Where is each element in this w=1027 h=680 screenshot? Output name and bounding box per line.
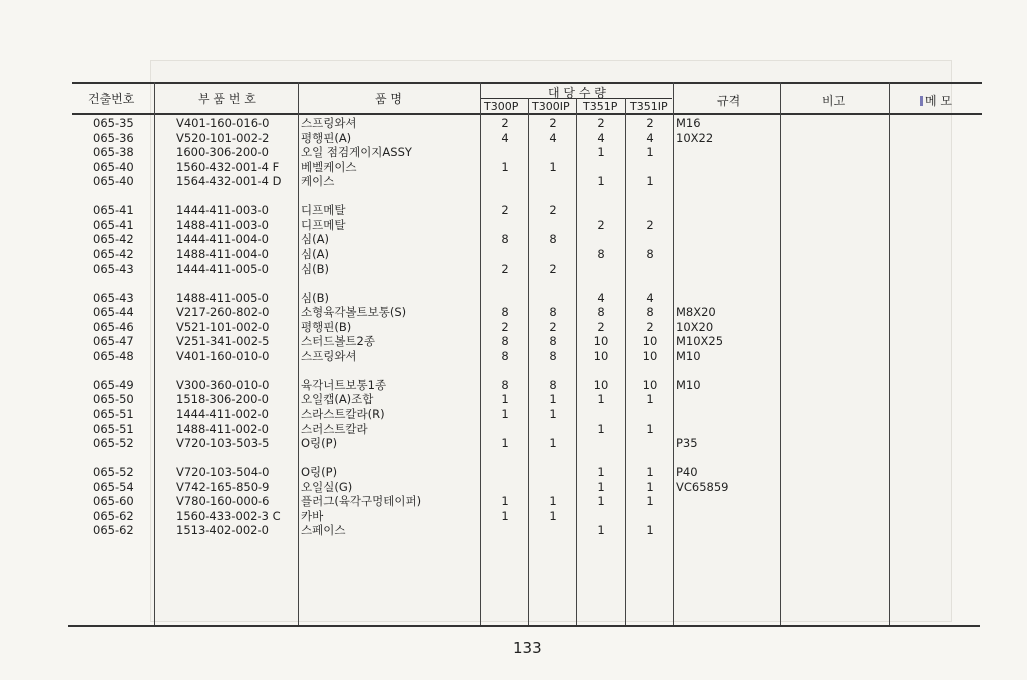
part-name: 베벨케이스	[301, 159, 357, 174]
table-bottom-rule	[68, 625, 980, 627]
qty-t300p: 8	[501, 377, 509, 392]
part-number: V401-160-016-0	[176, 116, 270, 130]
part-number: V401-160-010-0	[176, 348, 270, 363]
qty-t351p: 1	[597, 479, 605, 494]
qty-t351ip: 1	[646, 421, 654, 436]
part-name: 심(B)	[301, 290, 329, 305]
table-row	[0, 422, 1027, 437]
part-code: 065-44	[93, 305, 134, 320]
part-number: V720-103-503-5	[176, 436, 270, 451]
spec: M10X25	[676, 334, 724, 349]
qty-t351ip: 1	[646, 174, 654, 189]
header-memo-label: 메 모	[925, 94, 952, 108]
part-number: 1560-432-001-4 F	[176, 159, 280, 174]
qty-t300ip: 8	[549, 334, 557, 349]
qty-t300ip: 1	[549, 494, 557, 509]
qty-t300ip: 8	[549, 377, 557, 392]
table-row	[0, 145, 1027, 160]
qty-t351ip: 8	[646, 305, 654, 320]
part-name: 디프메탈	[301, 217, 346, 232]
qty-t351ip: 4	[646, 130, 654, 145]
table-row	[0, 160, 1027, 175]
qty-t300ip: 1	[549, 159, 557, 174]
part-number: 1444-411-004-0	[176, 232, 269, 247]
part-number: 1444-411-002-0	[176, 407, 269, 421]
qty-t351p: 4	[597, 130, 605, 145]
part-code: 065-35	[93, 116, 134, 130]
qty-t351ip: 2	[646, 116, 654, 130]
qty-t300p: 2	[501, 319, 509, 334]
part-code: 065-51	[93, 421, 134, 436]
part-number: V217-260-802-0	[176, 305, 270, 320]
part-number: V521-101-002-0	[176, 319, 270, 334]
part-number: V780-160-000-6	[176, 494, 270, 509]
qty-t351ip: 2	[646, 319, 654, 334]
qty-t300ip: 1	[549, 508, 557, 523]
part-code: 065-40	[93, 174, 134, 189]
table-row	[0, 349, 1027, 364]
table-row	[0, 320, 1027, 335]
qty-t300ip: 2	[549, 203, 557, 218]
part-code: 065-49	[93, 377, 134, 392]
part-name: 육각너트보통1종	[301, 377, 387, 392]
part-number: V742-165-850-9	[176, 479, 270, 494]
qty-t300ip: 1	[549, 436, 557, 451]
spec: 10X20	[676, 319, 714, 334]
table-top-rule	[72, 82, 982, 84]
part-number: 1488-411-003-0	[176, 217, 269, 232]
table-row	[0, 523, 1027, 538]
part-name: 스러스트칼라	[301, 421, 368, 436]
table-row	[0, 174, 1027, 189]
part-name: 평행핀(A)	[301, 130, 352, 145]
part-name: O링(P)	[301, 436, 338, 451]
part-number: 1488-411-002-0	[176, 421, 269, 436]
part-code: 065-52	[93, 436, 134, 451]
qty-t351p: 1	[597, 174, 605, 189]
qty-t300p: 8	[501, 305, 509, 320]
part-name: 케이스	[301, 174, 335, 189]
part-name: 카바	[301, 508, 324, 523]
header-model-3: T351P	[583, 100, 618, 113]
table-row	[0, 378, 1027, 393]
table-row	[0, 509, 1027, 524]
qty-t300p: 1	[501, 508, 509, 523]
qty-t351ip: 10	[642, 377, 658, 392]
part-code: 065-41	[93, 203, 134, 218]
qty-t351ip: 8	[646, 246, 654, 261]
qty-t351p: 2	[597, 319, 605, 334]
qty-t351p: 1	[597, 465, 605, 480]
qty-t300ip: 2	[549, 319, 557, 334]
header-model-4: T351IP	[630, 100, 668, 113]
table-row	[0, 392, 1027, 407]
qty-t300p: 1	[501, 407, 509, 421]
qty-t351p: 2	[597, 116, 605, 130]
qty-t351p: 2	[597, 217, 605, 232]
spec: P35	[676, 436, 698, 451]
part-code: 065-38	[93, 145, 134, 160]
part-number: V520-101-002-2	[176, 130, 270, 145]
part-number: 1488-411-004-0	[176, 246, 269, 261]
qty-t351ip: 10	[642, 348, 658, 363]
part-code: 065-60	[93, 494, 134, 509]
table-row	[0, 218, 1027, 233]
memo-marker-icon	[920, 96, 923, 106]
part-code: 065-51	[93, 407, 134, 421]
qty-t300p: 8	[501, 334, 509, 349]
part-name: 스페이스	[301, 523, 346, 538]
spec: M16	[676, 116, 701, 130]
qty-t351ip: 1	[646, 145, 654, 160]
spec: M10	[676, 348, 701, 363]
qty-t351p: 8	[597, 305, 605, 320]
spec: P40	[676, 465, 698, 480]
part-code: 065-48	[93, 348, 134, 363]
table-row	[0, 291, 1027, 306]
spec: M10	[676, 377, 701, 392]
part-name: 심(A)	[301, 232, 329, 247]
table-row	[0, 232, 1027, 247]
part-code: 065-62	[93, 523, 134, 538]
table-row	[0, 262, 1027, 277]
qty-t351p: 10	[593, 377, 609, 392]
part-name: 심(A)	[301, 246, 329, 261]
part-name: 스프링와셔	[301, 348, 357, 363]
qty-t300p: 8	[501, 232, 509, 247]
header-model-1: T300P	[484, 100, 519, 113]
part-number: 1488-411-005-0	[176, 290, 269, 305]
part-code: 065-62	[93, 508, 134, 523]
part-number: 1444-411-005-0	[176, 261, 269, 276]
part-number: 1518-306-200-0	[176, 392, 269, 407]
header-note: 비고	[822, 94, 846, 108]
qty-t351p: 1	[597, 392, 605, 407]
qty-t351p: 4	[597, 290, 605, 305]
table-row	[0, 305, 1027, 320]
table-row	[0, 247, 1027, 262]
part-code: 065-52	[93, 465, 134, 480]
part-name: 플러그(육각구멍테이퍼)	[301, 494, 422, 509]
qty-t300ip: 1	[549, 407, 557, 421]
header-part-name: 품 명	[375, 92, 402, 106]
part-name: 스라스트칼라(R)	[301, 407, 385, 421]
part-name: 스터드볼트2종	[301, 334, 375, 349]
part-code: 065-43	[93, 261, 134, 276]
part-number: 1600-306-200-0	[176, 145, 269, 160]
part-name: 심(B)	[301, 261, 329, 276]
qty-t300p: 4	[501, 130, 509, 145]
part-code: 065-42	[93, 246, 134, 261]
table-row	[0, 407, 1027, 422]
header-model-2: T300IP	[532, 100, 570, 113]
table-row	[0, 494, 1027, 509]
part-code: 065-47	[93, 334, 134, 349]
spec: VC65859	[676, 479, 729, 494]
table-row	[0, 480, 1027, 495]
table-row	[0, 131, 1027, 146]
spec: 10X22	[676, 130, 714, 145]
qty-t351ip: 1	[646, 523, 654, 538]
qty-t300ip: 8	[549, 305, 557, 320]
qty-t351ip: 2	[646, 217, 654, 232]
header-part-number: 부 품 번 호	[198, 92, 256, 106]
qty-t351p: 10	[593, 334, 609, 349]
part-code: 065-40	[93, 159, 134, 174]
part-number: 1560-433-002-3 C	[176, 508, 281, 523]
qty-t351p: 1	[597, 523, 605, 538]
qty-t300p: 2	[501, 261, 509, 276]
qty-t300p: 1	[501, 494, 509, 509]
table-row	[0, 436, 1027, 451]
part-code: 065-46	[93, 319, 134, 334]
part-code: 065-41	[93, 217, 134, 232]
part-name: 소형육각볼트보통(S)	[301, 305, 407, 320]
qty-t351ip: 4	[646, 290, 654, 305]
part-code: 065-50	[93, 392, 134, 407]
qty-t300ip: 2	[549, 261, 557, 276]
header-quantity: 대 당 수 량	[548, 86, 606, 100]
table-row	[0, 334, 1027, 349]
part-code: 065-43	[93, 290, 134, 305]
qty-t351p: 8	[597, 246, 605, 261]
part-code: 065-54	[93, 479, 134, 494]
spec: M8X20	[676, 305, 716, 320]
part-number: 1564-432-001-4 D	[176, 174, 282, 189]
part-name: 평행핀(B)	[301, 319, 352, 334]
part-name: 디프메탈	[301, 203, 346, 218]
table-row	[0, 465, 1027, 480]
part-number: V251-341-002-5	[176, 334, 270, 349]
part-name: O링(P)	[301, 465, 338, 480]
header-bottom-rule	[72, 113, 982, 115]
qty-t300p: 8	[501, 348, 509, 363]
qty-t351ip: 1	[646, 479, 654, 494]
part-code: 065-42	[93, 232, 134, 247]
table-row	[0, 116, 1027, 131]
qty-t300p: 1	[501, 436, 509, 451]
qty-t300ip: 8	[549, 232, 557, 247]
header-spec: 규격	[717, 94, 741, 108]
qty-t300ip: 1	[549, 392, 557, 407]
qty-t351ip: 1	[646, 494, 654, 509]
qty-t300p: 1	[501, 392, 509, 407]
table-row	[0, 203, 1027, 218]
page-number: 133	[513, 639, 542, 657]
part-number: V720-103-504-0	[176, 465, 270, 480]
qty-t351p: 1	[597, 421, 605, 436]
qty-t300p: 1	[501, 159, 509, 174]
part-name: 스프링와셔	[301, 116, 357, 130]
part-code: 065-36	[93, 130, 134, 145]
qty-t300ip: 4	[549, 130, 557, 145]
part-number: 1513-402-002-0	[176, 523, 269, 538]
part-name: 오일캡(A)조합	[301, 392, 374, 407]
qty-t351ip: 1	[646, 465, 654, 480]
qty-t351p: 1	[597, 145, 605, 160]
part-number: V300-360-010-0	[176, 377, 270, 392]
header-memo	[920, 92, 952, 109]
part-name: 오일실(G)	[301, 479, 353, 494]
part-number: 1444-411-003-0	[176, 203, 269, 218]
header-code: 건출번호	[88, 92, 135, 106]
qty-t351p: 1	[597, 494, 605, 509]
qty-t300ip: 2	[549, 116, 557, 130]
part-name: 오일 점검게이지ASSY	[301, 145, 412, 160]
qty-t351p: 10	[593, 348, 609, 363]
qty-t300p: 2	[501, 203, 509, 218]
qty-t351ip: 10	[642, 334, 658, 349]
qty-t351ip: 1	[646, 392, 654, 407]
qty-t300p: 2	[501, 116, 509, 130]
qty-t300ip: 8	[549, 348, 557, 363]
